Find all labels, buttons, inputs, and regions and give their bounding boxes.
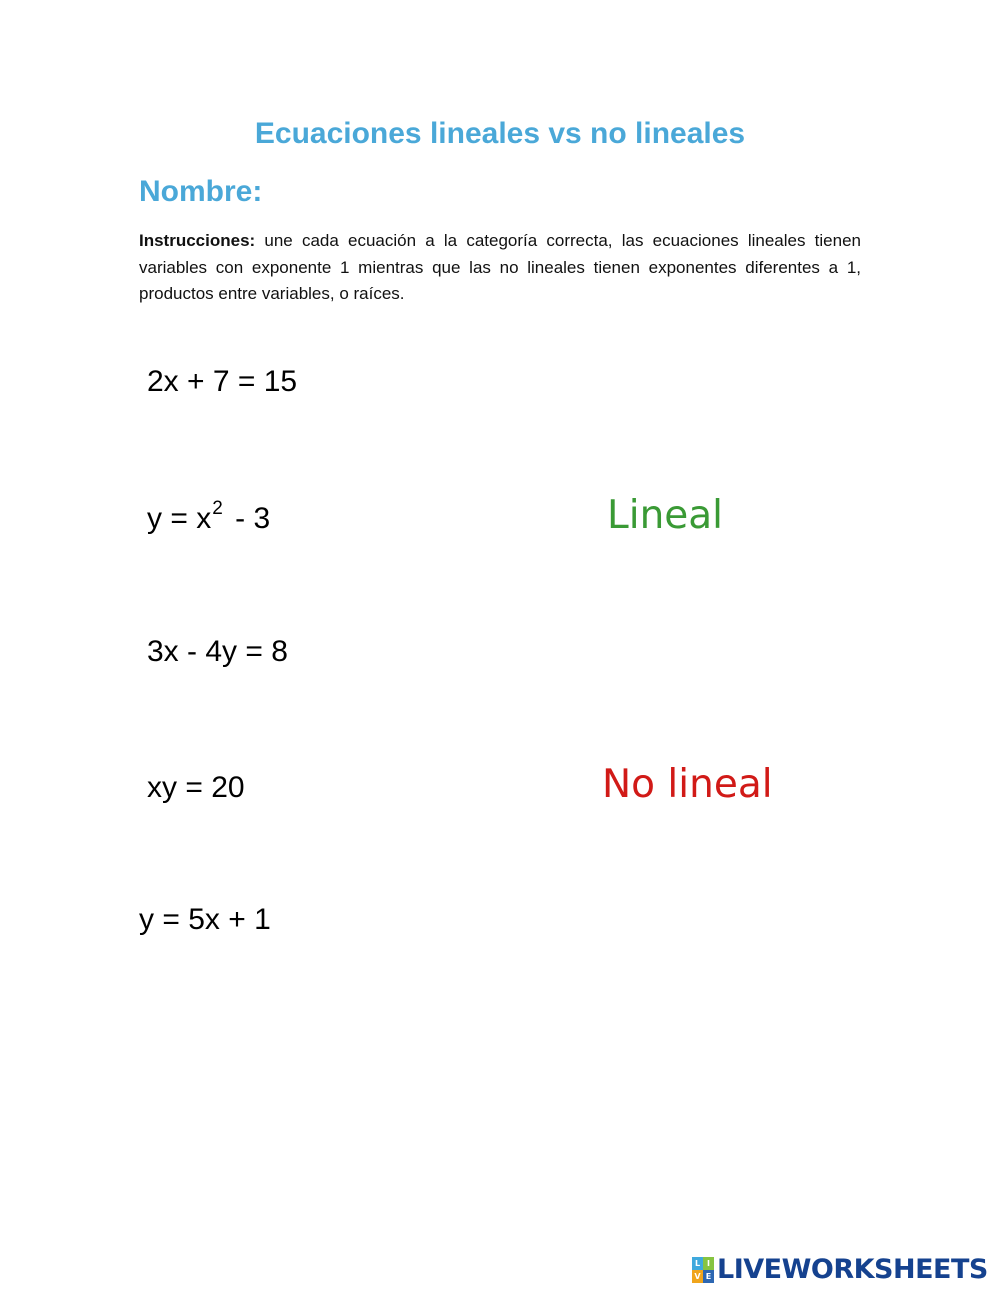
equation-part: y = x [147, 502, 212, 535]
worksheet-title: Ecuaciones lineales vs no lineales [254, 117, 746, 150]
category-lineal-target[interactable]: Lineal [607, 493, 724, 538]
equation-item[interactable]: 2x + 7 = 15 [147, 365, 298, 398]
instructions [139, 228, 861, 308]
equation-item[interactable]: xy = 20 [147, 771, 245, 804]
logo-text: LIVEWORKSHEETS [717, 1254, 988, 1285]
equation-part: - 3 [226, 502, 271, 535]
instructions-lead: Instrucciones: [139, 231, 256, 250]
liveworksheets-logo [692, 1253, 988, 1287]
name-label: Nombre: [139, 175, 263, 208]
liveworksheets-logo-icon [692, 1257, 714, 1283]
equation-item[interactable]: 3x - 4y = 8 [147, 635, 288, 668]
category-no-lineal-target[interactable]: No lineal [602, 762, 773, 807]
equation-item[interactable]: y = 5x + 1 [139, 903, 271, 936]
instructions-text: une cada ecuación a la categoría correcta, las ecuaciones lineales tienen variables con exponente 1 mientras que las no lineales tienen exponentes diferentes a 1, productos entre variables, o raíces. [139, 231, 861, 303]
logo-mark-letter: V [692, 1270, 703, 1283]
logo-mark-letter: E [703, 1270, 714, 1283]
logo-mark-letter: I [703, 1257, 714, 1270]
exponent: 2 [212, 498, 223, 519]
equation-item[interactable] [147, 499, 270, 539]
logo-mark-letter: L [692, 1257, 703, 1270]
